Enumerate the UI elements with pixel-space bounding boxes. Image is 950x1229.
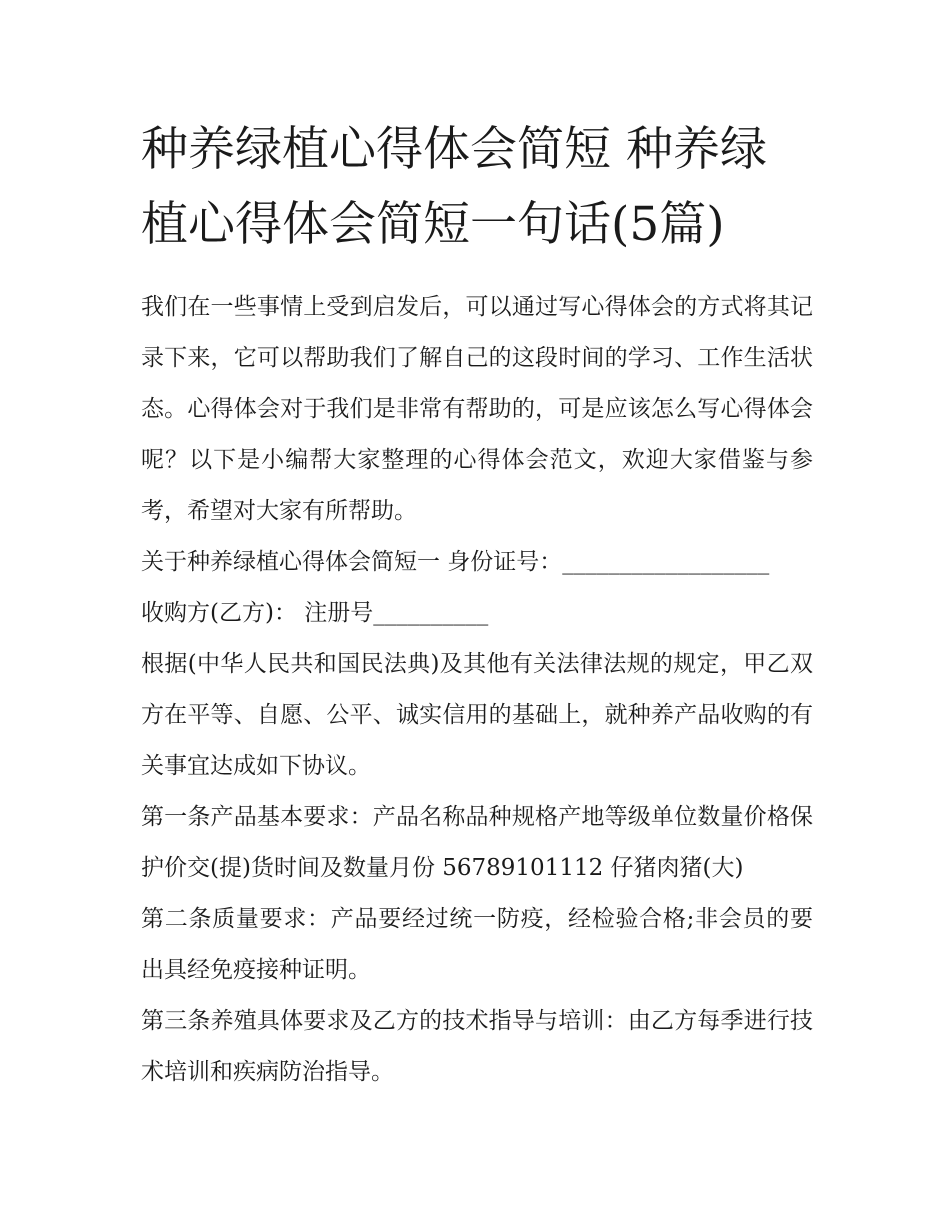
article-one-paragraph: 第一条产品基本要求：产品名称品种规格产地等级单位数量价格保护价交(提)货时间及数量月份 56789101112 仔猪肉猪(大)	[141, 804, 813, 881]
article-two-paragraph: 第二条质量要求：产品要经过统一防疫，经检验合格;非会员的要出具经免疫接种证明。	[141, 906, 813, 983]
legal-basis-paragraph: 根据(中华人民共和国民法典)及其他有关法律法规的规定，甲乙双方在平等、自愿、公平、诚实信用的基础上，就种养产品收购的有关事宜达成如下协议。	[141, 651, 813, 779]
buyer-registration-line: 收购方(乙方)： 注册号__________	[141, 600, 489, 626]
intro-paragraph: 我们在一些事情上受到启发后，可以通过写心得体会的方式将其记录下来，它可以帮助我们了解自己的这段时间的学习、工作生活状态。心得体会对于我们是非常有帮助的，可是应该怎么写心得体会呢？以下是小编帮大家整理的心得体会范文，欢迎大家借鉴与参考，希望对大家有所帮助。	[141, 294, 813, 524]
document-title: 种养绿植心得体会简短 种养绿植心得体会简短一句话(5篇)	[141, 122, 767, 252]
document-body	[141, 282, 813, 1098]
document-page	[141, 112, 813, 1098]
id-number-line: 关于种养绿植心得体会简短一 身份证号：__________________	[141, 549, 770, 575]
article-three-paragraph: 第三条养殖具体要求及乙方的技术指导与培训：由乙方每季进行技术培训和疾病防治指导。	[141, 1008, 813, 1085]
